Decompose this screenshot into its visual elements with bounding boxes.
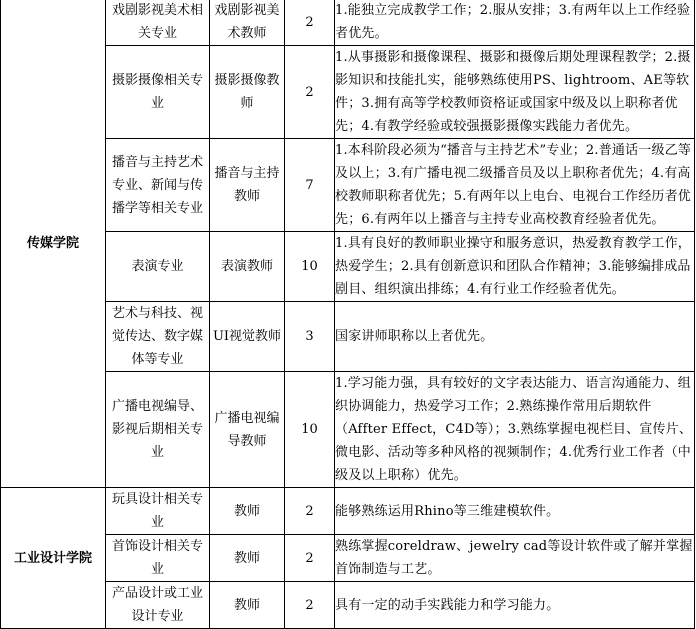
count-cell: 7 bbox=[285, 139, 335, 232]
requirement-cell: 1.从事摄影和摄像课程、摄影和摄像后期处理课程教学；2.摄影知识和技能扎实，能够熟练使用PS、lightroom、AE等软件；3.拥有高等学校教师资格证或国家中级及以上职称者优先；4.有教学经验或较强摄影摄像实践能力者优先。 bbox=[335, 46, 695, 139]
count-cell: 2 bbox=[285, 46, 335, 139]
table-row bbox=[1, 582, 695, 629]
table-row bbox=[1, 139, 695, 232]
major-cell: 产品设计或工业设计专业 bbox=[106, 582, 210, 629]
table-row bbox=[1, 488, 695, 535]
major-cell: 首饰设计相关专业 bbox=[106, 535, 210, 582]
table-row bbox=[1, 0, 695, 46]
requirement-cell: 具有一定的动手实践能力和学习能力。 bbox=[335, 582, 695, 629]
table-row bbox=[1, 372, 695, 488]
post-cell: 播音与主持教师 bbox=[210, 139, 285, 232]
major-cell: 播音与主持艺术专业、新闻与传播学等相关专业 bbox=[106, 139, 210, 232]
major-cell: 玩具设计相关专业 bbox=[106, 488, 210, 535]
count-cell: 2 bbox=[285, 535, 335, 582]
department-cell: 传媒学院 bbox=[1, 0, 106, 488]
count-cell: 3 bbox=[285, 302, 335, 372]
count-cell: 10 bbox=[285, 372, 335, 488]
post-cell: UI视觉教师 bbox=[210, 302, 285, 372]
major-cell: 广播电视编导、影视后期相关专业 bbox=[106, 372, 210, 488]
requirement-cell: 能够熟练运用Rhino等三维建模软件。 bbox=[335, 488, 695, 535]
post-cell: 广播电视编导教师 bbox=[210, 372, 285, 488]
count-cell: 10 bbox=[285, 232, 335, 302]
table-row bbox=[1, 232, 695, 302]
major-cell: 表演专业 bbox=[106, 232, 210, 302]
department-cell: 工业设计学院 bbox=[1, 488, 106, 629]
requirement-cell: 国家讲师职称以上者优先。 bbox=[335, 302, 695, 372]
major-cell: 戏剧影视美术相关专业 bbox=[106, 0, 210, 46]
count-cell: 2 bbox=[285, 582, 335, 629]
post-cell: 教师 bbox=[210, 582, 285, 629]
requirement-cell: 1.具有良好的教师职业操守和服务意识，热爱教育教学工作，热爱学生；2.具有创新意识和团队合作精神；3.能够编排成品剧目、组织演出排练；4.有行业工作经验者优先。 bbox=[335, 232, 695, 302]
post-cell: 摄影摄像教师 bbox=[210, 46, 285, 139]
post-cell: 戏剧影视美术教师 bbox=[210, 0, 285, 46]
post-cell: 教师 bbox=[210, 488, 285, 535]
post-cell: 教师 bbox=[210, 535, 285, 582]
requirement-cell: 1.本科阶段必须为“播音与主持艺术”专业；2.普通话一级乙等及以上；3.有广播电视二级播音员及以上职称者优先；4.有高校教师职称者优先；5.有两年以上电台、电视台工作经历者优先；6.有两年以上播音与主持专业高校教育经验者优先。 bbox=[335, 139, 695, 232]
requirement-cell: 1.能独立完成教学工作；2.服从安排；3.有两年以上工作经验者优先。 bbox=[335, 0, 695, 46]
table-row bbox=[1, 46, 695, 139]
requirement-cell: 1.学习能力强，具有较好的文字表达能力、语言沟通能力、组织协调能力，热爱学习工作；2.熟练操作常用后期软件（Affter Effect，C4D等）；3.熟练掌握电视栏目、宣传片、微电影、活动等多种风格的视频制作；4.优秀行业工作者（中级及以上职称）优先。 bbox=[335, 372, 695, 488]
count-cell: 2 bbox=[285, 488, 335, 535]
table-row bbox=[1, 302, 695, 372]
table-row bbox=[1, 535, 695, 582]
requirement-cell: 熟练掌握coreldraw、jewelry cad等设计软件或了解并掌握首饰制造与工艺。 bbox=[335, 535, 695, 582]
count-cell: 2 bbox=[285, 0, 335, 46]
major-cell: 艺术与科技、视觉传达、数字媒体等专业 bbox=[106, 302, 210, 372]
major-cell: 摄影摄像相关专业 bbox=[106, 46, 210, 139]
post-cell: 表演教师 bbox=[210, 232, 285, 302]
